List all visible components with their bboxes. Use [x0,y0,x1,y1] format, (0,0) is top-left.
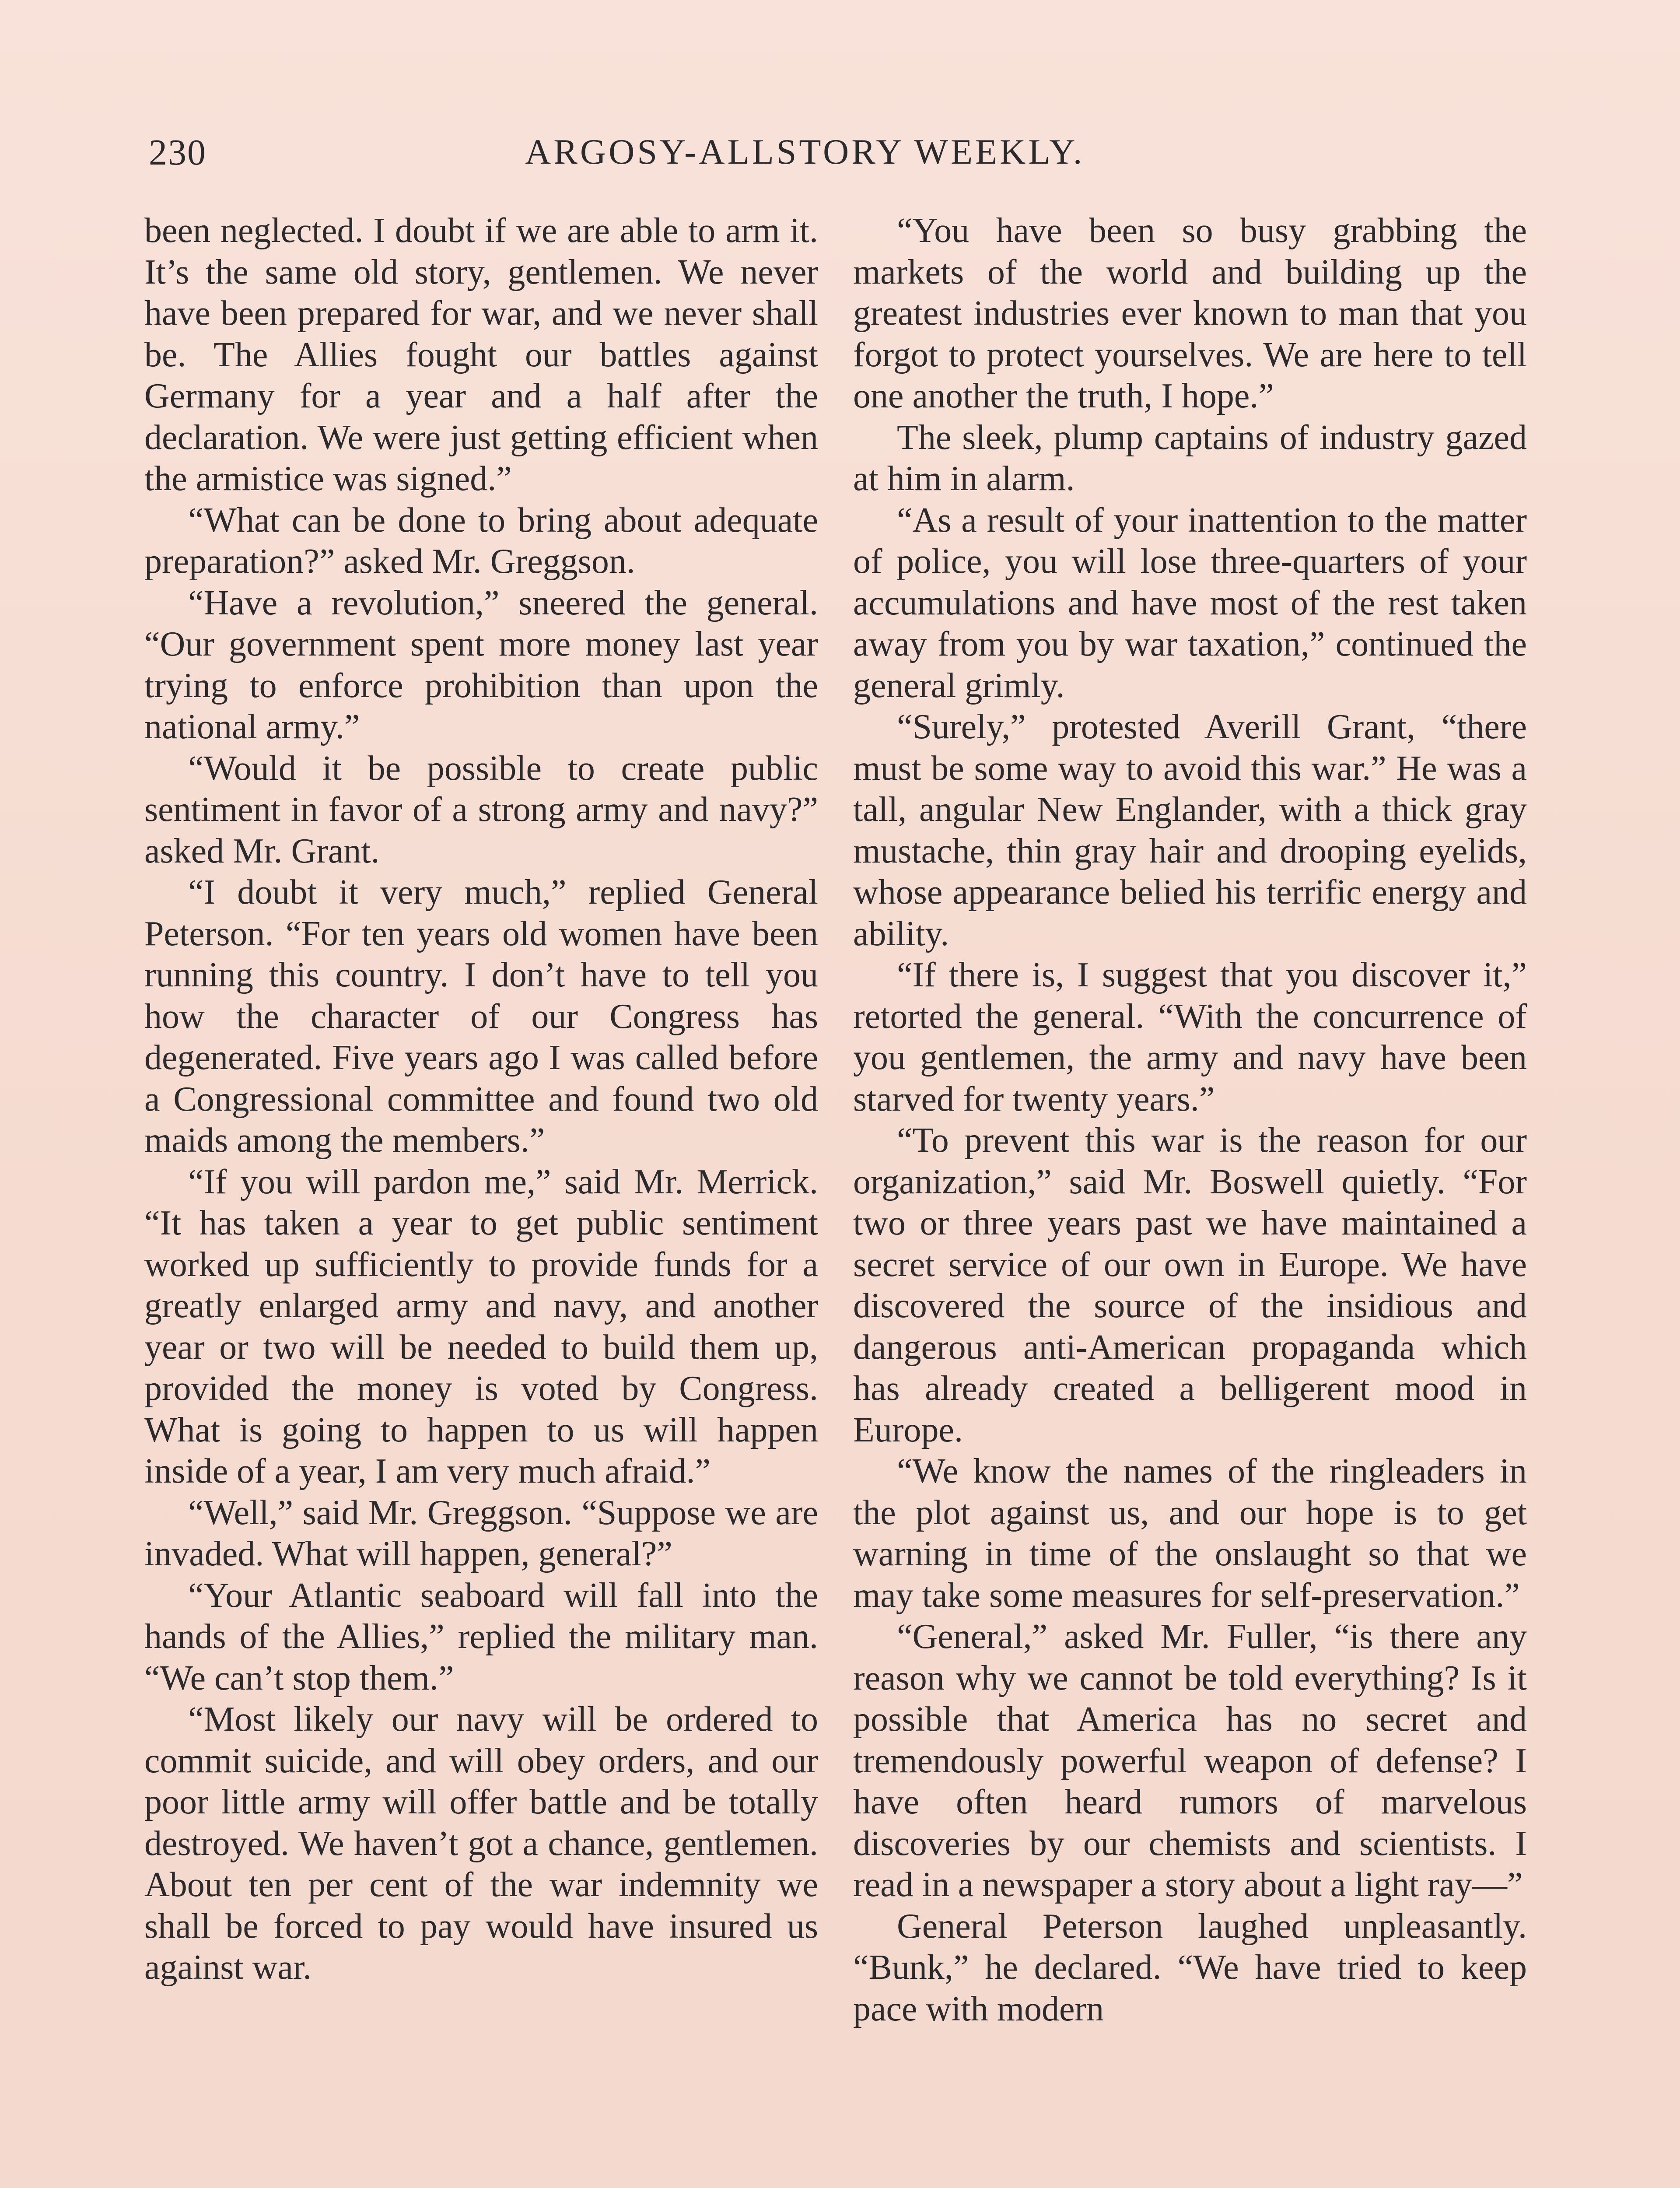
paragraph: General Peterson laughed unpleasantly. “Bunk,” he declared. “We have tried to keep pace with modern [853,1907,1527,2028]
paragraph: been neglected. I doubt if we are able to arm it. It’s the same old story, gentlemen. We never have been prepared for war, and we never shall be. The Allies fought our battles against Germany for a year and a half after the declaration. We were just getting efficient when the armistice was signed.” [144,211,818,498]
paragraph: “If you will pardon me,” said Mr. Merrick. “It has taken a year to get public sentiment worked up sufficiently to provide funds for a greatly enlarged army and navy, and another year or two will be needed to build them up, provided the money is voted by Congress. What is going to happen to us will happen inside of a year, I am very much afraid.” [144,1162,818,1490]
right-column [853,210,1527,2188]
paragraph: “General,” asked Mr. Fuller, “is there any reason why we cannot be told everything? Is it possible that America has no secret and tremendously powerful weapon of defense? I have often heard rumors of marvelous discoveries by our chemists and scientists. I read in a newspaper a story about a light ray—” [853,1617,1527,1904]
paragraph: “If there is, I suggest that you discover it,” retorted the general. “With the concurrence of you gentlemen, the army and navy have been starved for twenty years.” [853,956,1527,1119]
paragraph: “As a result of your inattention to the matter of police, you will lose three-quarters of your accumulations and have most of the rest taken away from you by war taxation,” continued the general grimly. [853,501,1527,705]
paragraph: “Most likely our navy will be ordered to commit suicide, and will obey orders, and our poor little army will offer battle and be totally destroyed. We haven’t got a chance, gentlemen. About ten per cent of the war indemnity we shall be forced to pay would have insured us against war. [144,1700,818,1987]
paragraph: “Have a revolution,” sneered the general. “Our government spent more money last year trying to enforce prohibition than upon the national army.” [144,583,818,746]
page-number: 230 [149,132,206,173]
paragraph: “Well,” said Mr. Greggson. “Suppose we are invaded. What will happen, general?” [144,1493,818,1573]
paragraph: “What can be done to bring about adequate preparation?” asked Mr. Greggson. [144,501,818,581]
page-header [149,131,1181,184]
paragraph: “Your Atlantic seaboard will fall into the hands of the Allies,” replied the military man. “We can’t stop them.” [144,1576,818,1697]
paragraph: “We know the names of the ringleaders in the plot against us, and our hope is to get warning in time of the onslaught so that we may take some measures for self-preservation.” [853,1452,1527,1615]
running-title: ARGOSY-ALLSTORY WEEKLY. [525,132,1085,172]
paragraph: “Surely,” protested Averill Grant, “there must be some way to avoid this war.” He was a tall, angular New Englander, with a thick gray mustache, thin gray hair and drooping eyelids, whose appearance belied his terrific energy and ability. [853,708,1527,953]
paragraph: The sleek, plump captains of industry gazed at him in alarm. [853,418,1527,498]
paragraph: “To prevent this war is the reason for our organization,” said Mr. Boswell quietly. “For two or three years past we have maintained a secret service of our own in Europe. We have discovered the source of the insidious and dangerous anti-American propaganda which has already created a belligerent mood in Europe. [853,1121,1527,1449]
left-column [144,210,818,2188]
paragraph: “You have been so busy grabbing the markets of the world and building up the greatest industries ever known to man that you forgot to protect yourselves. We are here to tell one another the truth, I hope.” [853,211,1527,415]
paragraph: “Would it be possible to create public sentiment in favor of a strong army and navy?” asked Mr. Grant. [144,749,818,870]
paragraph: “I doubt it very much,” replied General Peterson. “For ten years old women have been running this country. I don’t have to tell you how the character of our Congress has degenerated. Five years ago I was called before a Congressional committee and found two old maids among the members.” [144,873,818,1160]
